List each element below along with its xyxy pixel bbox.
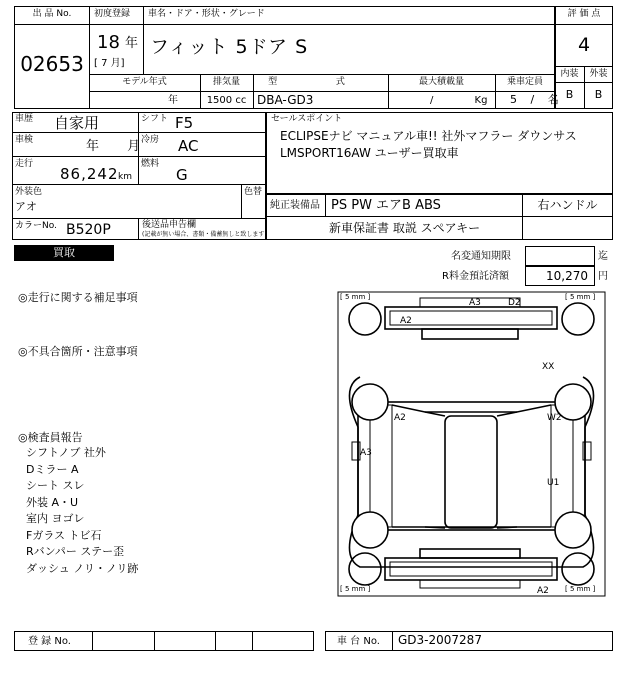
car-name: フィット 5ドア S <box>150 36 309 58</box>
model-year-label: モデル年式 <box>122 77 167 87</box>
mark-front-d2: D2 <box>508 298 521 308</box>
mileage: 86,242 <box>60 165 119 183</box>
mark-front-bumper-a2: A2 <box>400 316 412 326</box>
mark-rear-a2: A2 <box>537 586 549 596</box>
recycle-value: 10,270 <box>546 269 588 283</box>
ac: AC <box>178 137 199 155</box>
max-load-label: 最大積載量 <box>418 77 464 87</box>
exterior-label: 外装 <box>589 69 608 79</box>
ext-color-label: 外装色 <box>15 187 43 197</box>
inspection: 年 月 <box>86 139 141 154</box>
first-reg-year-unit: 年 <box>125 36 139 51</box>
inspector-report-item: 外装 A・U <box>26 495 79 509</box>
color-no-label: カラーNo. <box>15 221 57 231</box>
capacity-label: 乗車定員 <box>506 77 543 87</box>
displacement-label: 排気量 <box>212 77 240 87</box>
purchase-badge-text: 買取 <box>53 246 75 259</box>
ac-label: 冷房 <box>141 135 160 145</box>
recycle-unit: 円 <box>598 271 608 282</box>
grade-label: 評 価 点 <box>567 9 601 19</box>
diagram-frame <box>338 292 605 596</box>
inspector-report-item: ダッシュ ノリ・ノリ跡 <box>26 561 139 575</box>
corner-bottom-right: [ 5 mm ] <box>565 585 596 593</box>
car-condition-diagram <box>330 287 613 601</box>
equipment-label: 純正装備品 <box>270 200 320 211</box>
docs-note: (記載が無い場合、書類・備蓄無しと致します) <box>142 231 267 238</box>
mark-front-a3: A3 <box>469 298 481 308</box>
inspector-report-item: Fガラス トビ石 <box>26 528 102 542</box>
displacement: 1500 cc <box>206 95 247 106</box>
lot-number-label: 出 品 No. <box>32 9 72 19</box>
mark-right-u1: U1 <box>547 478 560 488</box>
chassis-label: 車 台 No. <box>337 636 380 647</box>
first-reg-label: 初度登録 <box>94 9 131 19</box>
car-name-label: 車名・ドア・形状・グレード <box>148 9 265 19</box>
side-view <box>349 377 593 567</box>
mark-left-a2: A2 <box>394 413 406 423</box>
model-year-unit: 年 <box>168 95 178 106</box>
inspection-label: 車検 <box>15 135 34 145</box>
history: 自家用 <box>54 114 100 132</box>
equipment-items: PS PW エアB ABS <box>331 198 441 213</box>
fuel: G <box>176 166 188 184</box>
color-change-label: 色替 <box>244 187 263 197</box>
sales-points-label: セールスポイント <box>271 114 343 124</box>
driving-notes-heading: ◎走行に関する補足事項 <box>18 291 138 304</box>
warranty-items: 新車保証書 取説 スペアキー <box>329 221 481 235</box>
defect-notes-heading: ◎不具合箇所・注意事項 <box>18 345 138 358</box>
sales-points-line1: ECLIPSEナビ マニュアル車!! 社外マフラー ダウンサス <box>280 129 577 143</box>
lot-number: 02653 <box>20 52 84 76</box>
ext-color: アオ <box>15 200 37 213</box>
first-reg-year: 18 <box>97 32 120 53</box>
grade-score: 4 <box>577 34 591 56</box>
max-load: / Kg <box>430 95 488 106</box>
inspector-report-item: 室内 ヨゴレ <box>26 512 85 525</box>
history-label: 車歴 <box>15 114 34 124</box>
chassis-number: GD3-2007287 <box>398 633 482 647</box>
docs-label: 後送品申告欄 <box>142 220 197 230</box>
mileage-unit: km <box>118 172 132 182</box>
inspector-report-item: シート スレ <box>26 479 85 492</box>
interior-grade: B <box>565 88 574 101</box>
mileage-label: 走行 <box>15 159 34 169</box>
rear-view <box>349 549 594 588</box>
interior-label: 内装 <box>560 69 579 79</box>
notice-unit: 迄 <box>598 251 608 262</box>
corner-bottom-left: [ 5 mm ] <box>340 585 371 593</box>
recycle-label: R料金預託済額 <box>442 271 509 282</box>
corner-top-left: [ 5 mm ] <box>340 293 371 301</box>
fuel-label: 燃料 <box>141 159 160 169</box>
inspector-report-item: Dミラー A <box>26 462 79 476</box>
mark-left-a3: A3 <box>360 448 372 458</box>
model-type: DBA-GD3 <box>257 93 314 107</box>
shift-label: シフト <box>141 114 169 124</box>
steering-side: 右ハンドル <box>537 198 598 212</box>
mark-right-w2: W2 <box>547 413 562 423</box>
reg-no-label: 登 録 No. <box>28 636 71 647</box>
inspector-report-item: Rバンパー ステー歪 <box>26 545 125 558</box>
notice-label: 名変通知期限 <box>451 251 511 262</box>
inspector-report-item: シフトノブ 社外 <box>26 446 106 459</box>
color-no: B520P <box>66 222 111 238</box>
notice-box <box>525 246 595 266</box>
mark-right-xx: XX <box>542 362 555 372</box>
shift: F5 <box>175 114 194 132</box>
corner-top-right: [ 5 mm ] <box>565 293 596 301</box>
sales-points-line2: LMSPORT16AW ユーザー買取車 <box>280 146 459 160</box>
exterior-grade: B <box>594 88 603 101</box>
type-label: 型 式 <box>268 77 373 87</box>
first-reg-month: [ 7 月] <box>94 58 125 69</box>
capacity: 5 / 名 <box>510 93 559 106</box>
inspector-report-heading: ◎検査員報告 <box>18 431 83 444</box>
